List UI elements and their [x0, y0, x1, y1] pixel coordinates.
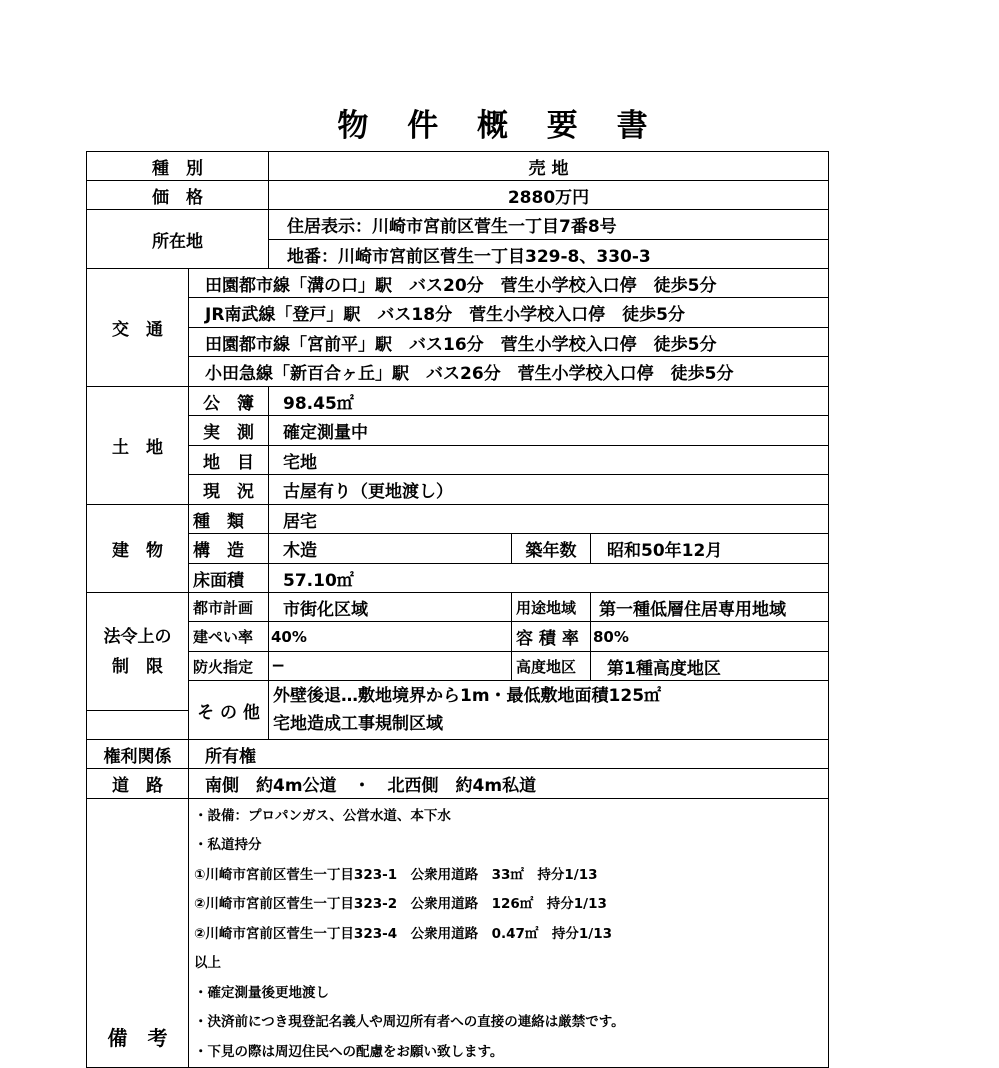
label-kakaku: 価 格 — [86, 180, 269, 210]
yoto-chiiki-label: 用途地域 — [511, 592, 591, 622]
tatemono-chikunen-label: 築年数 — [511, 533, 591, 564]
tatemono-kozo-value: 木造 — [268, 533, 512, 564]
boka-label: 防火指定 — [188, 651, 269, 681]
boka-value: − — [268, 651, 512, 681]
value-kakaku: 2880万円 — [268, 180, 829, 210]
route-2: JR南武線「登戸」駅 バス18分 菅生小学校入口停 徒歩5分 — [188, 297, 829, 328]
kenpei-value: 40% — [268, 621, 512, 652]
biko-notes — [188, 798, 829, 1068]
toshi-keikaku-value: 市街化区域 — [268, 592, 512, 622]
note-9: ・下見の際は周辺住民への配慮をお願い致します。 — [194, 1044, 504, 1060]
note-1: ・設備：プロパンガス、公営水道、本下水 — [194, 808, 451, 824]
note-7: ・確定測量後更地渡し — [194, 985, 329, 1001]
kenpei-label: 建ぺい率 — [188, 621, 269, 652]
label-biko: 備 考 — [86, 798, 189, 1068]
note-8: ・決済前につき現登記名義人や周辺所有者への直接の連絡は厳禁です。 — [194, 1014, 625, 1030]
tatemono-shurui-value: 居宅 — [268, 504, 829, 534]
tochi-kobo-label: 公 簿 — [188, 386, 269, 416]
note-3: ①川崎市宮前区菅生一丁目323-1 公衆用道路 33㎡ 持分1/13 — [194, 867, 598, 883]
note-5: ②川崎市宮前区菅生一丁目323-4 公衆用道路 0.47㎡ 持分1/13 — [194, 926, 613, 942]
value-shubetsu: 売 地 — [268, 151, 829, 181]
route-4: 小田急線「新百合ヶ丘」駅 バス26分 菅生小学校入口停 徒歩5分 — [188, 356, 829, 387]
yoseki-label: 容 積 率 — [511, 621, 591, 652]
note-2: ・私道持分 — [194, 837, 262, 853]
kodo-label: 高度地区 — [511, 651, 591, 681]
label-shubetsu: 種 別 — [86, 151, 269, 181]
label-horei-line2: 制 限 — [112, 656, 163, 677]
route-1: 田園都市線「溝の口」駅 バス20分 菅生小学校入口停 徒歩5分 — [188, 268, 829, 298]
value-kenri: 所有権 — [188, 739, 829, 769]
label-horei-spacer — [86, 710, 189, 740]
note-4: ②川崎市宮前区菅生一丁目323-2 公衆用道路 126㎡ 持分1/13 — [194, 896, 607, 912]
tochi-genkyo-label: 現 況 — [188, 474, 269, 505]
yoto-chiiki-value: 第一種低層住居専用地域 — [590, 592, 829, 622]
sonota-label: そ の 他 — [188, 680, 269, 740]
label-kenri: 権利関係 — [86, 739, 189, 769]
tochi-chimoku-value: 宅地 — [268, 445, 829, 475]
tochi-chimoku-label: 地 目 — [188, 445, 269, 475]
document-title: 物 件 概 要 書 — [337, 108, 662, 144]
route-3: 田園都市線「宮前平」駅 バス16分 菅生小学校入口停 徒歩5分 — [188, 327, 829, 357]
value-chiban: 地番：川崎市宮前区菅生一丁目329-8、330-3 — [268, 239, 829, 269]
note-6: 以上 — [194, 955, 221, 971]
tatemono-chikunen-value: 昭和50年12月 — [590, 533, 829, 564]
tochi-genkyo-value: 古屋有り（更地渡し） — [268, 474, 829, 505]
sonota-line1: 外壁後退…敷地境界から1m・最低敷地面積125㎡ — [273, 686, 662, 706]
toshi-keikaku-label: 都市計画 — [188, 592, 269, 622]
tatemono-yuka-label: 床面積 — [188, 563, 269, 593]
tatemono-yuka-value: 57.10㎡ — [268, 563, 829, 593]
tatemono-kozo-label: 構 造 — [188, 533, 269, 564]
tochi-jissoku-value: 確定測量中 — [268, 415, 829, 446]
label-tochi: 土 地 — [86, 386, 189, 505]
label-horei — [86, 592, 189, 711]
tochi-kobo-value: 98.45㎡ — [268, 386, 829, 416]
kodo-value: 第1種高度地区 — [590, 651, 829, 681]
tochi-jissoku-label: 実 測 — [188, 415, 269, 446]
label-shozaichi: 所在地 — [86, 209, 269, 269]
label-kotsu: 交 通 — [86, 268, 189, 387]
value-doro: 南側 約4m公道 ・ 北西側 約4m私道 — [188, 768, 829, 799]
sonota-line2: 宅地造成工事規制区域 — [273, 714, 443, 734]
tatemono-shurui-label: 種 類 — [188, 504, 269, 534]
yoseki-value: 80% — [590, 621, 829, 652]
label-horei-line1: 法令上の — [103, 626, 172, 647]
label-tatemono: 建 物 — [86, 504, 189, 593]
sonota-value — [268, 680, 829, 740]
label-doro: 道 路 — [86, 768, 189, 799]
value-jukyo-hyoji: 住居表示：川崎市宮前区菅生一丁目7番8号 — [268, 209, 829, 240]
property-summary-table — [86, 151, 829, 1061]
